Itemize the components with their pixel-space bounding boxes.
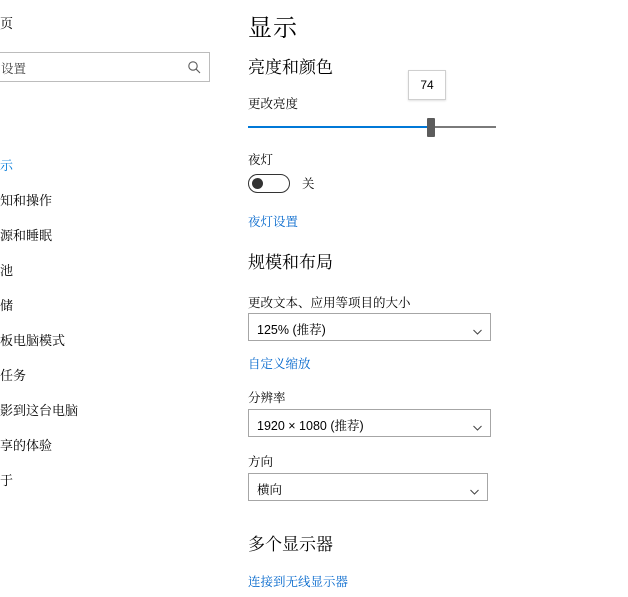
slider-track-filled [248,126,431,128]
sidebar-item-notifications[interactable] [0,183,228,218]
orientation-dropdown-value: 横向 [257,483,283,497]
slider-track-remaining [435,126,496,128]
page-title: 显示 [248,15,298,42]
section-heading-brightness-color: 亮度和颜色 [248,58,333,77]
sidebar-item-label: 于 [0,473,14,488]
sidebar [0,0,228,597]
sidebar-nav [0,148,228,498]
resolution-dropdown-value: 1920 × 1080 (推荐) [257,419,364,433]
section-heading-scale-layout: 规模和布局 [248,253,333,272]
search-input[interactable] [0,52,210,82]
sidebar-item-tablet-mode[interactable] [0,323,228,358]
chevron-down-icon [473,324,482,333]
sidebar-item-battery[interactable] [0,253,228,288]
sidebar-home-label: 页 [0,16,14,31]
night-light-label: 夜灯 [248,153,274,167]
sidebar-item-multitasking[interactable] [0,358,228,393]
orientation-dropdown[interactable] [248,473,488,501]
sidebar-item-display[interactable] [0,148,228,183]
scale-dropdown[interactable] [248,313,491,341]
scale-label: 更改文本、应用等项目的大小 [248,296,411,310]
brightness-value-tooltip: 74 [408,70,446,100]
search-icon [187,60,201,74]
sidebar-item-label: 知和操作 [0,193,53,208]
orientation-label: 方向 [248,455,274,469]
sidebar-item-about[interactable] [0,463,228,498]
resolution-dropdown[interactable] [248,409,491,437]
sidebar-item-label: 示 [0,158,14,173]
night-light-settings-link[interactable]: 夜灯设置 [248,215,299,229]
sidebar-item-label: 储 [0,298,14,313]
sidebar-item-label: 板电脑模式 [0,333,66,348]
sidebar-item-label: 池 [0,263,14,278]
sidebar-home-item[interactable] [0,16,13,32]
sidebar-item-label: 源和睡眠 [0,228,53,243]
sidebar-item-label: 影到这台电脑 [0,403,79,418]
sidebar-item-projecting[interactable] [0,393,228,428]
scale-dropdown-value: 125% (推荐) [257,323,326,337]
chevron-down-icon [470,484,479,493]
sidebar-item-label: 任务 [0,368,27,383]
resolution-label: 分辨率 [248,391,286,405]
sidebar-item-shared-experiences[interactable] [0,428,228,463]
sidebar-item-label: 享的体验 [0,438,53,453]
brightness-slider[interactable] [248,118,496,140]
connect-wireless-display-link[interactable]: 连接到无线显示器 [248,575,349,589]
toggle-knob [252,178,263,189]
search-input-value: 设置 [1,62,27,76]
night-light-toggle-row [248,172,315,194]
slider-thumb[interactable] [427,118,435,137]
main-content [228,0,628,597]
custom-scaling-link[interactable]: 自定义缩放 [248,357,311,371]
night-light-toggle[interactable] [248,174,290,193]
sidebar-item-storage[interactable] [0,288,228,323]
night-light-state: 关 [302,177,315,191]
chevron-down-icon [473,420,482,429]
brightness-label: 更改亮度 [248,97,299,111]
section-heading-multiple-displays: 多个显示器 [248,535,333,554]
sidebar-item-power-sleep[interactable] [0,218,228,253]
